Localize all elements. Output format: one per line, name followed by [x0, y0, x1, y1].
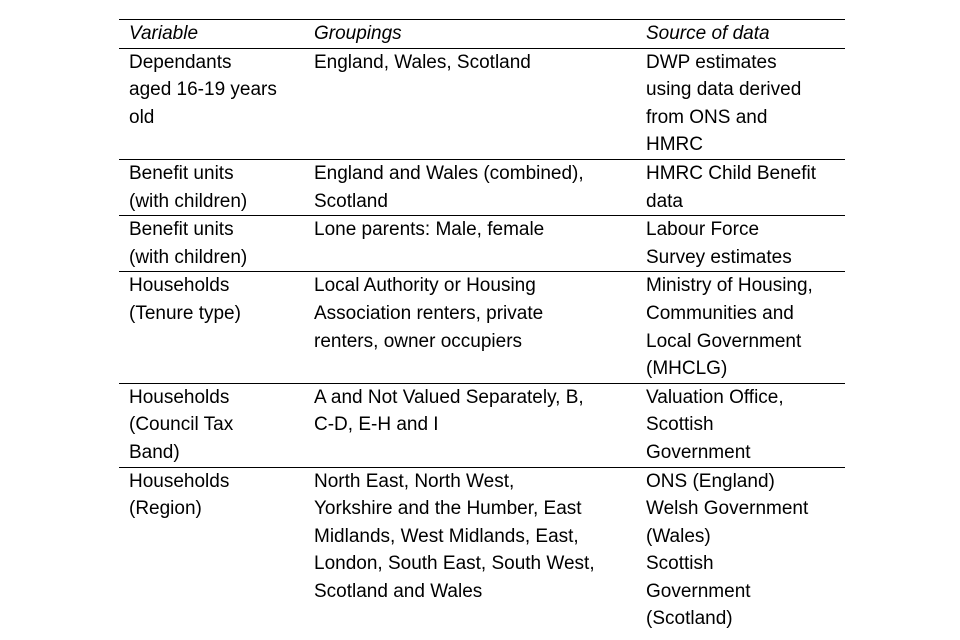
groupings-line: C-D, E-H and I	[314, 414, 439, 436]
source-line: (Wales)	[646, 525, 711, 547]
variable-line: aged 16-19 years	[129, 79, 277, 101]
variable-cell	[119, 272, 304, 383]
header-source: Source of data	[646, 23, 770, 44]
groupings-cell	[304, 48, 636, 159]
groupings-line: Midlands, West Midlands, East,	[314, 525, 579, 547]
variable-cell	[119, 467, 304, 633]
variable-cell	[119, 159, 304, 215]
source-line: using data derived	[646, 79, 802, 101]
data-sources-table	[119, 19, 845, 633]
source-line: Local Government	[646, 330, 802, 352]
table-row	[119, 383, 845, 467]
variable-line: (Region)	[129, 498, 202, 520]
groupings-line: Local Authority or Housing	[314, 275, 536, 297]
source-cell	[636, 48, 845, 159]
source-line: from ONS and	[646, 106, 768, 128]
source-line: Valuation Office,	[646, 386, 784, 408]
groupings-line: London, South East, South West,	[314, 553, 595, 575]
groupings-line: Lone parents: Male, female	[314, 219, 545, 241]
source-line: Government	[646, 441, 751, 463]
source-line: HMRC Child Benefit	[646, 162, 816, 184]
table-row	[119, 467, 845, 633]
table-row	[119, 159, 845, 215]
source-line: (Scotland)	[646, 608, 733, 630]
variable-line: Benefit units	[129, 219, 234, 241]
groupings-line: renters, owner occupiers	[314, 330, 523, 352]
header-variable: Variable	[129, 23, 199, 44]
source-line: Survey estimates	[646, 246, 792, 268]
variable-cell	[119, 383, 304, 467]
groupings-cell	[304, 272, 636, 383]
source-line: Government	[646, 580, 751, 602]
groupings-line: England, Wales, Scotland	[314, 51, 531, 73]
source-cell	[636, 159, 845, 215]
variable-line: Households	[129, 275, 230, 297]
source-cell	[636, 467, 845, 633]
variable-line: Households	[129, 470, 230, 492]
source-cell	[636, 216, 845, 272]
groupings-line: Association renters, private	[314, 302, 544, 324]
groupings-line: North East, North West,	[314, 470, 515, 492]
source-line: ONS (England)	[646, 470, 775, 492]
source-line: Welsh Government	[646, 498, 809, 520]
header-groupings: Groupings	[314, 23, 402, 44]
source-line: DWP estimates	[646, 51, 777, 73]
source-line: Scottish	[646, 553, 714, 575]
variable-line: (with children)	[129, 246, 248, 268]
variable-cell	[119, 216, 304, 272]
source-cell	[636, 383, 845, 467]
source-cell	[636, 272, 845, 383]
variable-line: Dependants	[129, 51, 232, 73]
source-line: Labour Force	[646, 219, 760, 241]
groupings-cell	[304, 216, 636, 272]
source-line: Scottish	[646, 414, 714, 436]
table-row	[119, 272, 845, 383]
source-line: data	[646, 190, 683, 212]
table-row	[119, 216, 845, 272]
variable-line: (Council Tax	[129, 414, 234, 436]
table-row	[119, 48, 845, 159]
variable-line: Benefit units	[129, 162, 234, 184]
groupings-cell	[304, 159, 636, 215]
variable-line: (Tenure type)	[129, 302, 241, 324]
groupings-cell	[304, 467, 636, 633]
variable-cell	[119, 48, 304, 159]
source-line: HMRC	[646, 134, 703, 156]
source-line: Ministry of Housing,	[646, 275, 813, 297]
table-header-row	[119, 20, 845, 49]
groupings-line: Yorkshire and the Humber, East	[314, 498, 582, 520]
groupings-line: A and Not Valued Separately, B,	[314, 386, 584, 408]
variable-line: old	[129, 106, 155, 128]
groupings-cell	[304, 383, 636, 467]
groupings-line: England and Wales (combined),	[314, 162, 584, 184]
groupings-line: Scotland	[314, 190, 388, 212]
source-line: Communities and	[646, 302, 794, 324]
source-line: (MHCLG)	[646, 358, 728, 380]
groupings-line: Scotland and Wales	[314, 580, 483, 602]
variable-line: Households	[129, 386, 230, 408]
variable-line: Band)	[129, 441, 180, 463]
variable-line: (with children)	[129, 190, 248, 212]
